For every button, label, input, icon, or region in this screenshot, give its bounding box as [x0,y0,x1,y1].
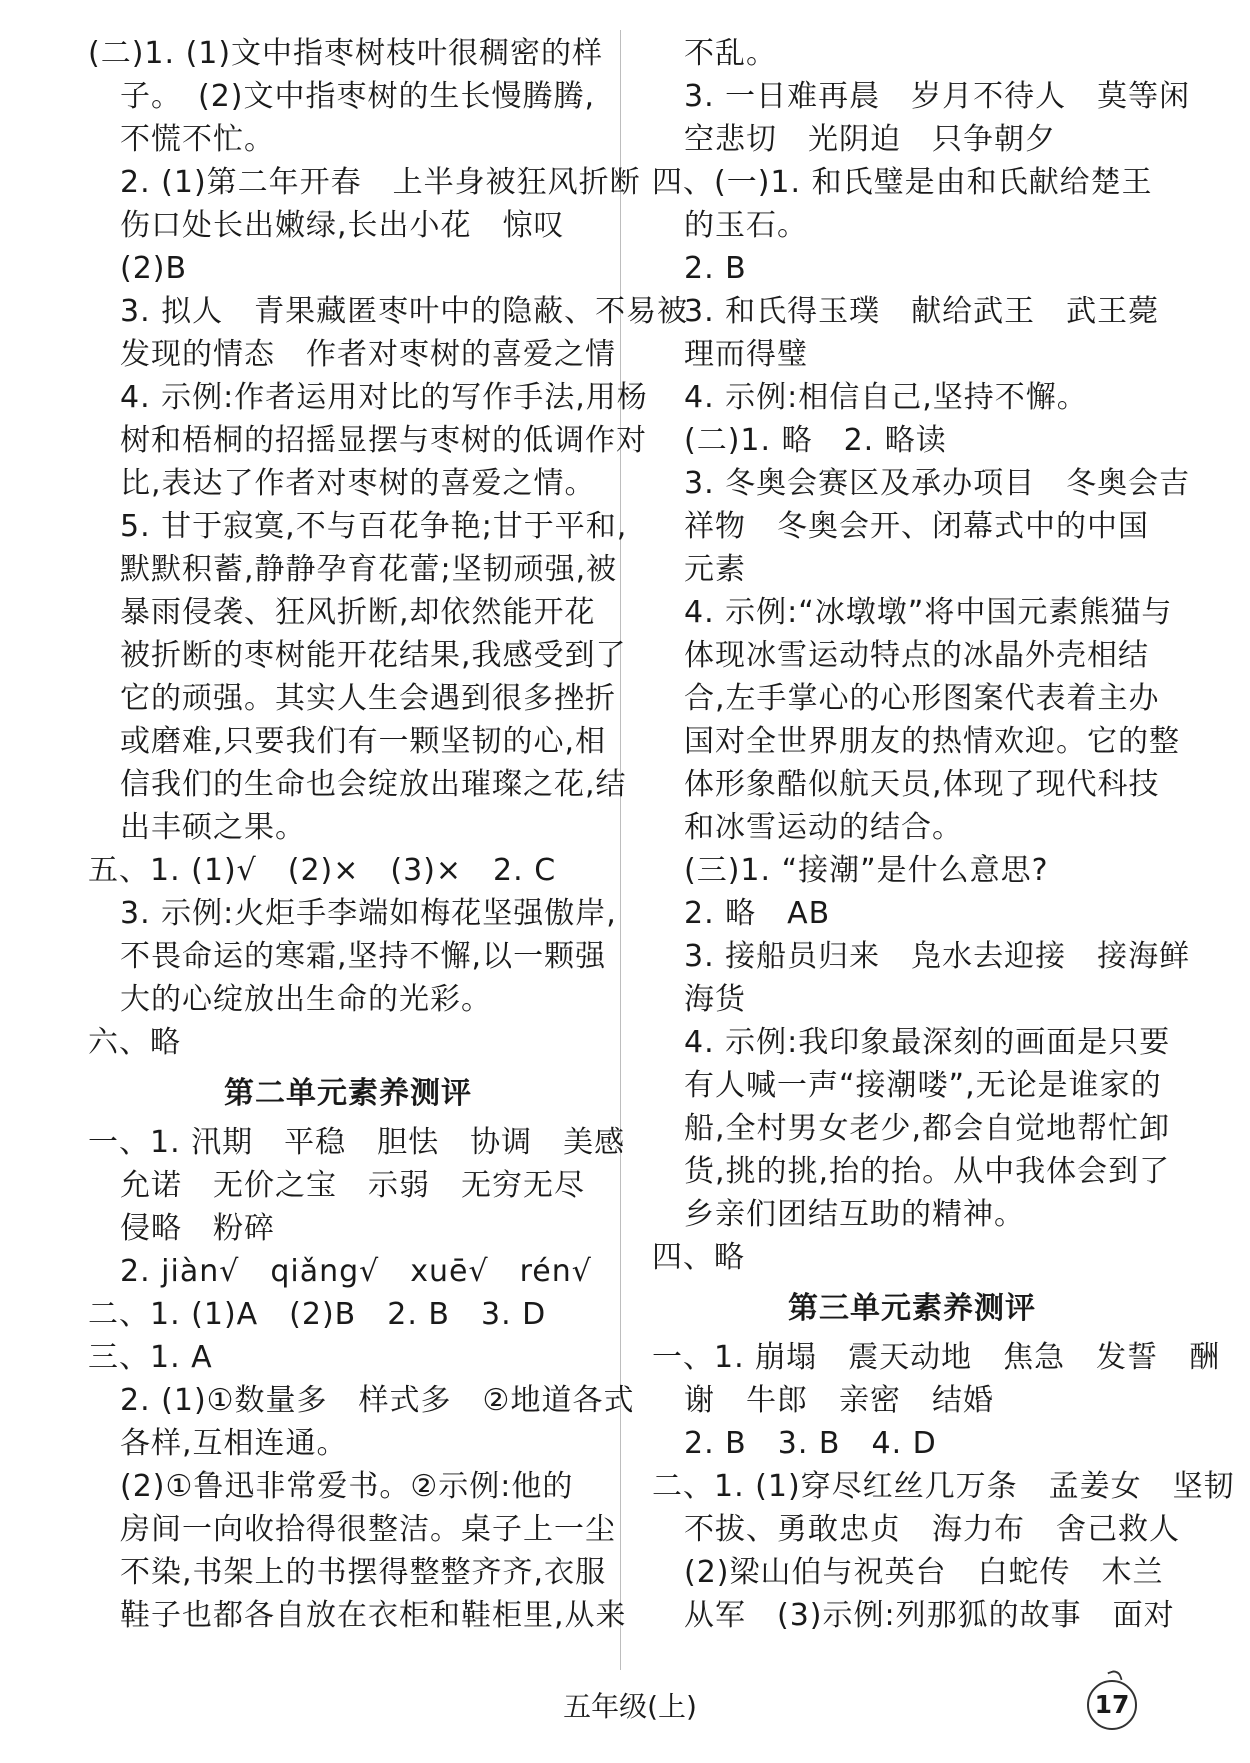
answer-line: (2)梁山伯与祝英台 白蛇传 木兰 [684,1555,1164,1590]
answer-line: 谢 牛郎 亲密 结婚 [684,1383,994,1418]
answer-line: 祥物 冬奥会开、闭幕式中的中国 [684,509,1149,544]
answer-line: 货,挑的挑,抬的抬。从中我体会到了 [684,1154,1171,1189]
right-column [652,32,1235,1637]
answer-line: 子。 (2)文中指枣树的生长慢腾腾, [120,79,596,114]
answer-line: 4. 示例:我印象最深刻的画面是只要 [684,1025,1171,1060]
answer-line: 2. jiàn√ qiǎng√ xuē√ rén√ [120,1254,592,1289]
page-number: 17 [1087,1680,1137,1730]
answer-line: 2. B 3. B 4. D [684,1426,937,1461]
answer-line: 房间一向收拾得很整洁。桌子上一尘 [120,1512,616,1547]
answer-line: 4. 示例:“冰墩墩”将中国元素熊猫与 [684,595,1173,630]
answer-line: 比,表达了作者对枣树的喜爱之情。 [120,466,596,501]
answer-line: 2. B [684,251,747,286]
answer-line: 出丰硕之果。 [120,810,306,845]
answer-line: 空悲切 光阴迫 只争朝夕 [684,122,1056,157]
answer-line: (2)B [120,251,188,286]
answer-line: 3. 示例:火炬手李端如梅花坚强傲岸, [120,896,617,931]
answer-line: 一、1. 崩塌 震天动地 焦急 发誓 酬 [652,1340,1221,1375]
answer-line: 四、略 [652,1240,745,1275]
answer-line: 鞋子也都各自放在衣柜和鞋柜里,从来 [120,1598,627,1633]
answer-line: (二)1. 略 2. 略读 [684,423,947,458]
answer-line: 二、1. (1)穿尽红丝几万条 孟姜女 坚韧 [652,1469,1235,1504]
answer-line: 不乱。 [684,36,777,71]
answer-line: 5. 甘于寂寞,不与百花争艳;甘于平和, [120,509,628,544]
answer-line: 4. 示例:相信自己,坚持不懈。 [684,380,1088,415]
answer-line: 乡亲们团结互助的精神。 [684,1197,1025,1232]
answer-line: 2. (1)①数量多 样式多 ②地道各式 [120,1383,635,1418]
answer-line: 允诺 无价之宝 示弱 无穷无尽 [120,1168,585,1203]
answer-line: 发现的情态 作者对枣树的喜爱之情 [120,337,616,372]
answer-line: 和冰雪运动的结合。 [684,810,963,845]
answer-line: 树和梧桐的招摇显摆与枣树的低调作对 [120,423,647,458]
footer-grade: 五年级(上) [563,1690,697,1723]
answer-line: 理而得璧 [684,337,808,372]
answer-line: 二、1. (1)A (2)B 2. B 3. D [88,1297,547,1332]
answer-line: 不慌不忙。 [120,122,275,157]
answer-line: 的玉石。 [684,208,808,243]
answer-line: 3. 和氏得玉璞 献给武王 武王薨 [684,294,1160,329]
unit2-heading: 第二单元素养测评 [224,1076,472,1111]
answer-line: 不拔、勇敢忠贞 海力布 舍己救人 [684,1512,1180,1547]
answer-line: 2. 略 AB [684,896,831,931]
answer-line: 五、1. (1)√ (2)× (3)× 2. C [88,853,557,888]
answer-line: 伤口处长出嫩绿,长出小花 惊叹 [120,208,565,243]
answer-line: 从军 (3)示例:列那狐的故事 面对 [684,1598,1175,1633]
answer-line: 3. 拟人 青果藏匿枣叶中的隐蔽、不易被 [120,294,689,329]
answer-line: 海货 [684,982,746,1017]
answer-line: 信我们的生命也会绽放出璀璨之花,结 [120,767,627,802]
answer-line: 三、1. A [88,1340,213,1375]
answer-line: 大的心绽放出生命的光彩。 [120,982,492,1017]
answer-line: 一、1. 汛期 平稳 胆怯 协调 美感 [88,1125,626,1160]
answer-line: 四、(一)1. 和氏璧是由和氏献给楚王 [652,165,1153,200]
answer-line: 3. 一日难再晨 岁月不待人 莫等闲 [684,79,1191,114]
answer-line: 体形象酷似航天员,体现了现代科技 [684,767,1160,802]
answer-line: 国对全世界朋友的热情欢迎。它的整 [684,724,1180,759]
answer-line: (三)1. “接潮”是什么意思? [684,853,1049,888]
answer-line: 侵略 粉碎 [120,1211,275,1246]
answer-line: 4. 示例:作者运用对比的写作手法,用杨 [120,380,648,415]
column-divider [620,30,621,1670]
answer-line: 或磨难,只要我们有一颗坚韧的心,相 [120,724,607,759]
answer-line: 有人喊一声“接潮喽”,无论是谁家的 [684,1068,1162,1103]
left-column [88,32,689,1637]
answer-line: (二)1. (1)文中指枣树枝叶很稠密的样 [88,36,604,71]
answer-line: 2. (1)第二年开春 上半身被狂风折断 [120,165,641,200]
answer-line: 各样,互相连通。 [120,1426,348,1461]
answer-line: 被折断的枣树能开花结果,我感受到了 [120,638,627,673]
answer-line: 不畏命运的寒霜,坚持不懈,以一颗强 [120,939,607,974]
answer-line: 船,全村男女老少,都会自觉地帮忙卸 [684,1111,1171,1146]
answer-line: 六、略 [88,1025,181,1060]
answer-line: 暴雨侵袭、狂风折断,却依然能开花 [120,595,596,630]
answer-line: 它的顽强。其实人生会遇到很多挫折 [120,681,616,716]
answer-line: 3. 冬奥会赛区及承办项目 冬奥会吉 [684,466,1191,501]
answer-line: 合,左手掌心的心形图案代表着主办 [684,681,1160,716]
answer-line: 体现冰雪运动特点的冰晶外壳相结 [684,638,1149,673]
unit3-heading: 第三单元素养测评 [788,1291,1036,1326]
answer-line: 3. 接船员归来 凫水去迎接 接海鲜 [684,939,1191,974]
answer-line: (2)①鲁迅非常爱书。②示例:他的 [120,1469,574,1504]
answer-line: 默默积蓄,静静孕育花蕾;坚韧顽强,被 [120,552,618,587]
answer-line: 不染,书架上的书摆得整整齐齐,衣服 [120,1555,607,1590]
answer-line: 元素 [684,552,746,587]
